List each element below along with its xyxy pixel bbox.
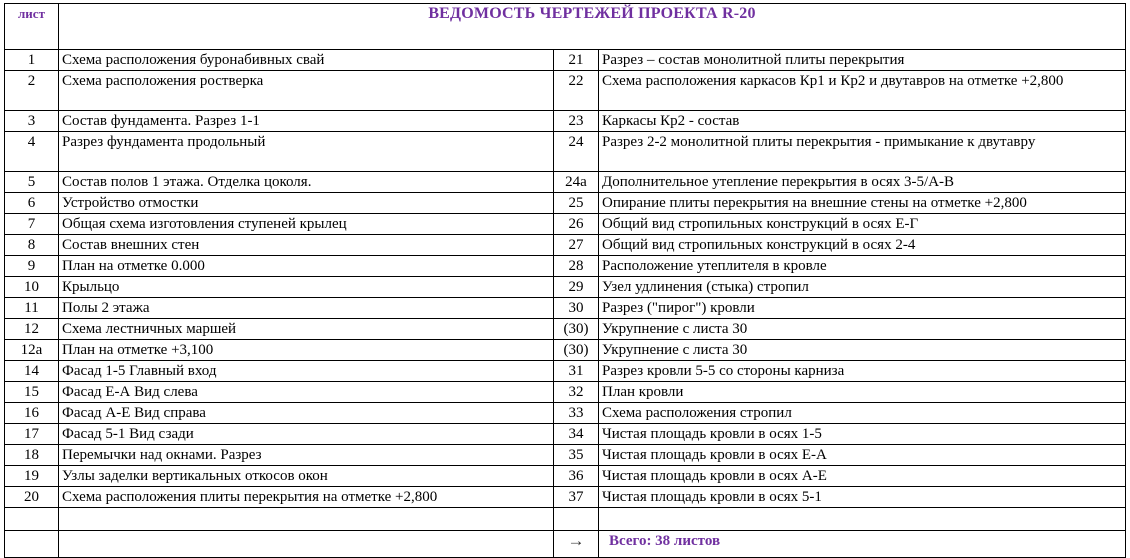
sheet-title-right: Схема расположения стропил	[599, 403, 1126, 424]
sheet-number-right: 21	[554, 50, 599, 71]
table-row	[5, 132, 1126, 172]
sheet-title-left: Общая схема изготовления ступеней крылец	[59, 214, 554, 235]
table-row	[5, 71, 1126, 111]
sheet-number-left: 1	[5, 50, 59, 71]
sheet-number-left: 15	[5, 382, 59, 403]
sheet-title-right: Разрез 2-2 монолитной плиты перекрытия - примыкание к двутавру	[599, 132, 1126, 172]
sheet-number-left: 14	[5, 361, 59, 382]
sheet-number-right: 29	[554, 277, 599, 298]
sheet-number-left: 5	[5, 172, 59, 193]
table-row	[5, 466, 1126, 487]
sheet-title-left: Схема лестничных маршей	[59, 319, 554, 340]
sheet-title-left: План на отметке 0.000	[59, 256, 554, 277]
sheet-title-right: Разрез кровли 5-5 со стороны карниза	[599, 361, 1126, 382]
sheet-number-right: (30)	[554, 340, 599, 361]
sheet-number-right: 24а	[554, 172, 599, 193]
sheet-title-right: Узел удлинения (стыка) стропил	[599, 277, 1126, 298]
sheet-title-right: Чистая площадь кровли в осях 5-1	[599, 487, 1126, 508]
table-row	[5, 340, 1126, 361]
sheet-number-left: 8	[5, 235, 59, 256]
sheet-number-right: 34	[554, 424, 599, 445]
arrow-icon: →	[554, 531, 599, 558]
table-row	[5, 424, 1126, 445]
sheet-number-left: 7	[5, 214, 59, 235]
sheet-title-left: Узлы заделки вертикальных откосов окон	[59, 466, 554, 487]
sheet-number-right: 23	[554, 111, 599, 132]
sheet-title-right: Опирание плиты перекрытия на внешние стены на отметке +2,800	[599, 193, 1126, 214]
sheet-number-right: 35	[554, 445, 599, 466]
total-sheets: Всего: 38 листов	[599, 531, 1126, 558]
sheet-number-left: 9	[5, 256, 59, 277]
sheet-number-right: 26	[554, 214, 599, 235]
blank-cell	[59, 508, 554, 531]
sheet-title-left: Крыльцо	[59, 277, 554, 298]
table-row	[5, 256, 1126, 277]
sheet-title-left: План на отметке +3,100	[59, 340, 554, 361]
table-row	[5, 319, 1126, 340]
sheet-number-left: 2	[5, 71, 59, 111]
table-row	[5, 235, 1126, 256]
sheet-number-right: (30)	[554, 319, 599, 340]
sheet-number-left: 4	[5, 132, 59, 172]
table-row	[5, 214, 1126, 235]
sheet-title-right: Укрупнение с листа 30	[599, 319, 1126, 340]
table-row	[5, 193, 1126, 214]
sheet-number-left: 12	[5, 319, 59, 340]
sheet-number-right: 31	[554, 361, 599, 382]
blank-cell	[59, 531, 554, 558]
sheet-title-right: Общий вид стропильных конструкций в осях Е-Г	[599, 214, 1126, 235]
sheet-number-left: 17	[5, 424, 59, 445]
sheet-title-right: Схема расположения каркасов Кр1 и Кр2 и двутавров на отметке +2,800	[599, 71, 1126, 111]
sheet-title-right: Разрез ("пирог") кровли	[599, 298, 1126, 319]
sheet-title-left: Фасад Е-А Вид слева	[59, 382, 554, 403]
sheet-number-left: 18	[5, 445, 59, 466]
sheet-title-left: Состав фундамента. Разрез 1-1	[59, 111, 554, 132]
table-row	[5, 382, 1126, 403]
sheet-number-right: 22	[554, 71, 599, 111]
sheet-number-right: 37	[554, 487, 599, 508]
blank-cell	[5, 508, 59, 531]
sheet-number-left: 6	[5, 193, 59, 214]
sheet-title-right: Чистая площадь кровли в осях А-Е	[599, 466, 1126, 487]
sheet-column-header: лист	[5, 4, 59, 50]
sheet-title-left: Полы 2 этажа	[59, 298, 554, 319]
sheet-title-right: Общий вид стропильных конструкций в осях 2-4	[599, 235, 1126, 256]
sheet-title-right: План кровли	[599, 382, 1126, 403]
sheet-number-left: 16	[5, 403, 59, 424]
table-row	[5, 403, 1126, 424]
sheet-title-left: Перемычки над окнами. Разрез	[59, 445, 554, 466]
sheet-title-left: Состав полов 1 этажа. Отделка цоколя.	[59, 172, 554, 193]
sheet-title-right: Каркасы Кр2 - состав	[599, 111, 1126, 132]
drawings-register-table	[4, 3, 1126, 558]
sheet-title-right: Чистая площадь кровли в осях 1-5	[599, 424, 1126, 445]
blank-row	[5, 508, 1126, 531]
table-row	[5, 277, 1126, 298]
sheet-title-left: Фасад 5-1 Вид сзади	[59, 424, 554, 445]
sheet-title-left: Схема расположения плиты перекрытия на отметке +2,800	[59, 487, 554, 508]
sheet-title-left: Состав внешних стен	[59, 235, 554, 256]
table-row	[5, 111, 1126, 132]
sheet-number-right: 36	[554, 466, 599, 487]
sheet-number-left: 12а	[5, 340, 59, 361]
sheet-title-right: Разрез – состав монолитной плиты перекрытия	[599, 50, 1126, 71]
sheet-title-left: Схема расположения ростверка	[59, 71, 554, 111]
blank-cell	[554, 508, 599, 531]
sheet-number-right: 25	[554, 193, 599, 214]
table-row	[5, 445, 1126, 466]
sheet-number-right: 24	[554, 132, 599, 172]
sheet-title-left: Фасад 1-5 Главный вход	[59, 361, 554, 382]
table-row	[5, 487, 1126, 508]
table-row	[5, 298, 1126, 319]
sheet-number-right: 33	[554, 403, 599, 424]
sheet-number-left: 11	[5, 298, 59, 319]
sheet-number-left: 19	[5, 466, 59, 487]
sheet-number-right: 30	[554, 298, 599, 319]
table-row	[5, 361, 1126, 382]
table-body	[5, 4, 1126, 558]
register-title: ВЕДОМОСТЬ ЧЕРТЕЖЕЙ ПРОЕКТА R-20	[59, 4, 1126, 50]
sheet-number-right: 28	[554, 256, 599, 277]
sheet-title-right: Дополнительное утепление перекрытия в осях 3-5/А-В	[599, 172, 1126, 193]
blank-cell	[599, 508, 1126, 531]
sheet-number-right: 27	[554, 235, 599, 256]
total-row	[5, 531, 1126, 558]
sheet-number-right: 32	[554, 382, 599, 403]
sheet-title-left: Схема расположения буронабивных свай	[59, 50, 554, 71]
sheet-title-left: Фасад А-Е Вид справа	[59, 403, 554, 424]
sheet-title-left: Разрез фундамента продольный	[59, 132, 554, 172]
blank-cell	[5, 531, 59, 558]
sheet-title-left: Устройство отмостки	[59, 193, 554, 214]
sheet-number-left: 20	[5, 487, 59, 508]
sheet-number-left: 10	[5, 277, 59, 298]
sheet-title-right: Укрупнение с листа 30	[599, 340, 1126, 361]
header-row	[5, 4, 1126, 50]
table-row	[5, 172, 1126, 193]
sheet-title-right: Чистая площадь кровли в осях Е-А	[599, 445, 1126, 466]
table-row	[5, 50, 1126, 71]
sheet-title-right: Расположение утеплителя в кровле	[599, 256, 1126, 277]
sheet-number-left: 3	[5, 111, 59, 132]
